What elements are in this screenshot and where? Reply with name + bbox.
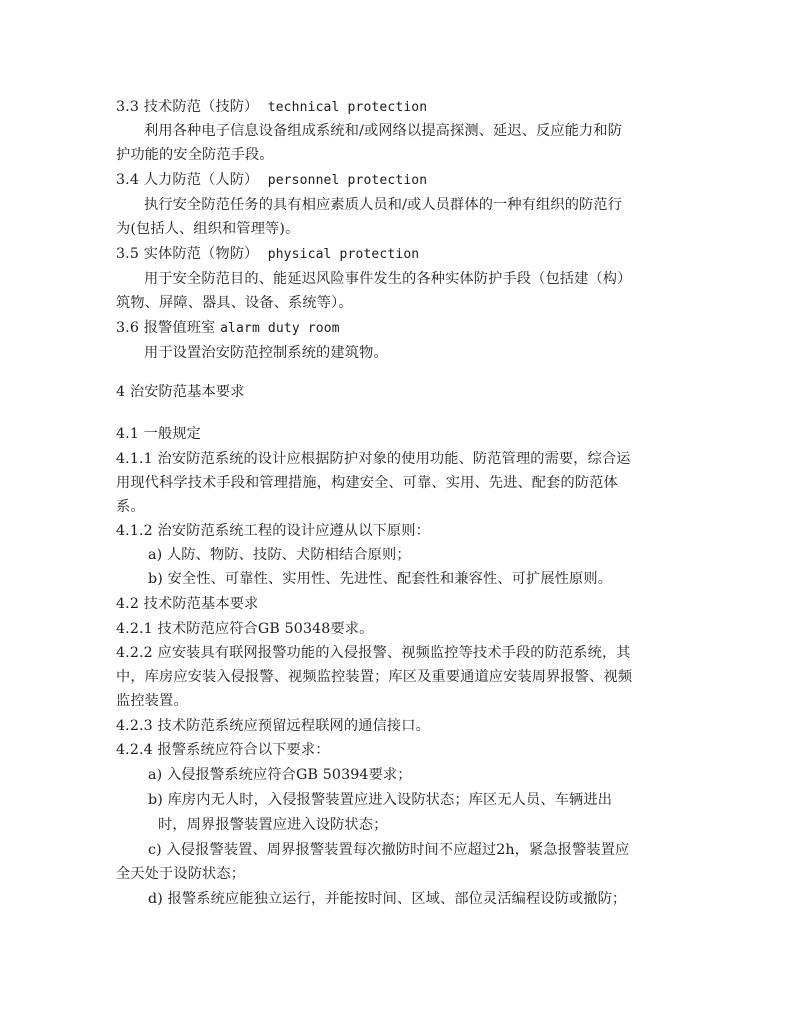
section-4-2-heading: 4.2 技术防范基本要求 — [116, 596, 259, 612]
paragraph-line: 中，库房应安装入侵报警、视频监控装置；库区及重要通道应安装周界报警、视频 — [116, 669, 633, 685]
list-item: d) 报警系统应能独立运行，并能按时间、区域、部位灵活编程设防或撤防； — [148, 891, 627, 907]
clause-4-1-2: 4.1.2 治安防范系统工程的设计应遵从以下原则： — [116, 523, 430, 539]
clause-4-2-3: 4.2.3 技术防范系统应预留远程联网的通信接口。 — [116, 718, 430, 734]
list-item: a) 人防、物防、技防、犬防相结合原则； — [148, 547, 411, 563]
paragraph-line: 用于设置治安防范控制系统的建筑物。 — [144, 345, 388, 361]
paragraph-line: 用于安全防范目的、能延迟风险事件发生的各种实体防护手段（包括建（构） — [144, 271, 632, 287]
section-4-1-heading: 4.1 一般规定 — [116, 426, 202, 442]
paragraph-line: 护功能的安全防范手段。 — [116, 147, 274, 163]
list-item-continuation: 时，周界报警装置应进入设防状态； — [158, 817, 388, 833]
section-3-6-heading: 3.6 报警值班室 alarm duty room — [116, 320, 340, 336]
clause-4-1-1: 4.1.1 治安防范系统的设计应根据防护对象的使用功能、防范管理的需要，综合运 — [116, 451, 631, 467]
chapter-4-heading: 4 治安防范基本要求 — [116, 384, 245, 400]
clause-4-2-4: 4.2.4 报警系统应符合以下要求： — [116, 742, 330, 758]
section-3-3-heading: 3.3 技术防范（技防） technical protection — [116, 99, 428, 115]
list-item-continuation: 全天处于设防状态； — [116, 866, 246, 882]
paragraph-line: 执行安全防范任务的具有相应素质人员和/或人员群体的一种有组织的防范行 — [144, 197, 623, 213]
paragraph-line: 筑物、屏障、器具、设备、系统等）。 — [116, 295, 353, 311]
list-item: c) 入侵报警装置、周界报警装置每次撤防时间不应超过2h，紧急报警装置应 — [148, 842, 630, 858]
clause-4-2-2: 4.2.2 应安装具有联网报警功能的入侵报警、视频监控等技术手段的防范系统，其 — [116, 645, 631, 661]
list-item: b) 库房内无人时，入侵报警装置应进入设防状态；库区无人员、车辆进出 — [148, 792, 613, 808]
list-item: b) 安全性、可靠性、实用性、先进性、配套性和兼容性、可扩展性原则。 — [148, 571, 613, 587]
section-3-5-heading: 3.5 实体防范（物防） physical protection — [116, 246, 420, 262]
list-item: a) 入侵报警系统应符合GB 50394要求； — [148, 767, 412, 783]
paragraph-line: 利用各种电子信息设备组成系统和/或网络以提高探测、延迟、反应能力和防 — [144, 123, 623, 139]
paragraph-line: 系。 — [116, 499, 145, 515]
clause-4-2-1: 4.2.1 技术防范应符合GB 50348要求。 — [116, 621, 374, 637]
paragraph-line: 为(包括人、组织和管理等)。 — [116, 221, 300, 237]
section-3-4-heading: 3.4 人力防范（人防） personnel protection — [116, 172, 428, 188]
paragraph-line: 用现代科学技术手段和管理措施，构建安全、可靠、实用、先进、配套的防范体 — [116, 475, 618, 491]
paragraph-line: 监控装置。 — [116, 693, 188, 709]
